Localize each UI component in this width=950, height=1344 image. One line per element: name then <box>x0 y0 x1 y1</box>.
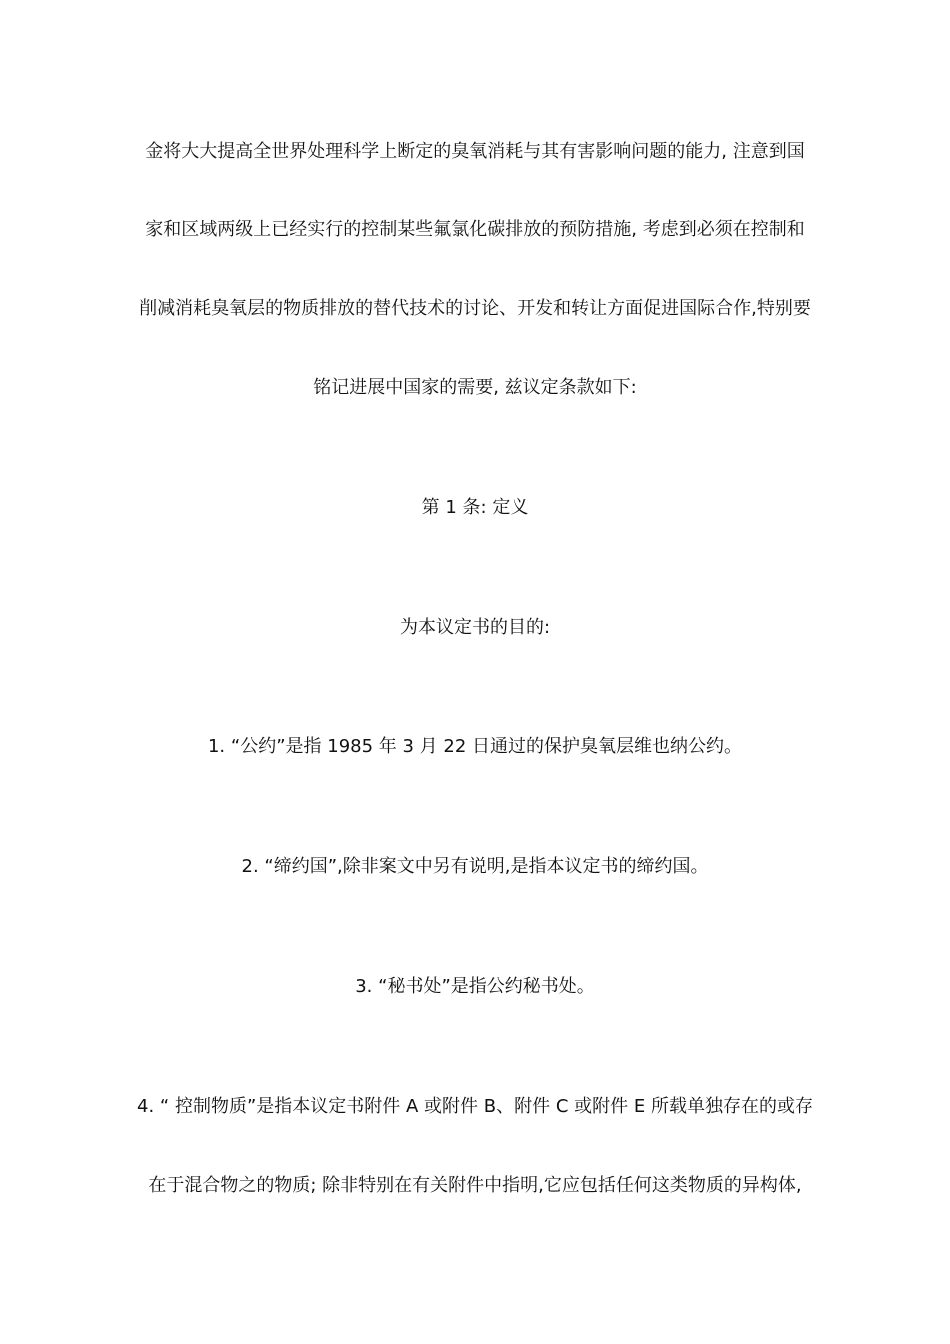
intro-line-2: 家和区域两级上已经实行的控制某些氟氯化碳排放的预防措施, 考虑到必须在控制和 <box>145 219 805 240</box>
definition-3: 3. “秘书处”是指公约秘书处。 <box>355 976 595 997</box>
definition-1: 1. “公约”是指 1985 年 3 月 22 日通过的保护臭氧层维也纳公约。 <box>207 736 743 757</box>
purpose-line: 为本议定书的目的: <box>399 617 551 638</box>
intro-line-3: 削减消耗臭氧层的物质排放的替代技术的讨论、开发和转让方面促进国际合作,特别要 <box>139 298 811 319</box>
definition-4-line-1: 4. “ 控制物质”是指本议定书附件 A 或附件 B、附件 C 或附件 E 所载单独存在的或存 <box>137 1096 813 1117</box>
intro-line-1: 金将大大提高全世界处理科学上断定的臭氧消耗与其有害影响问题的能力, 注意到国 <box>145 141 805 162</box>
definition-4-line-2: 在于混合物之的物质; 除非特别在有关附件中指明,它应包括任何这类物质的异构体, <box>148 1175 802 1196</box>
intro-line-4: 铭记进展中国家的需要, 兹议定条款如下: <box>313 377 637 398</box>
definition-2: 2. “缔约国”,除非案文中另有说明,是指本议定书的缔约国。 <box>241 856 709 877</box>
article-heading: 第 1 条: 定义 <box>421 497 529 518</box>
